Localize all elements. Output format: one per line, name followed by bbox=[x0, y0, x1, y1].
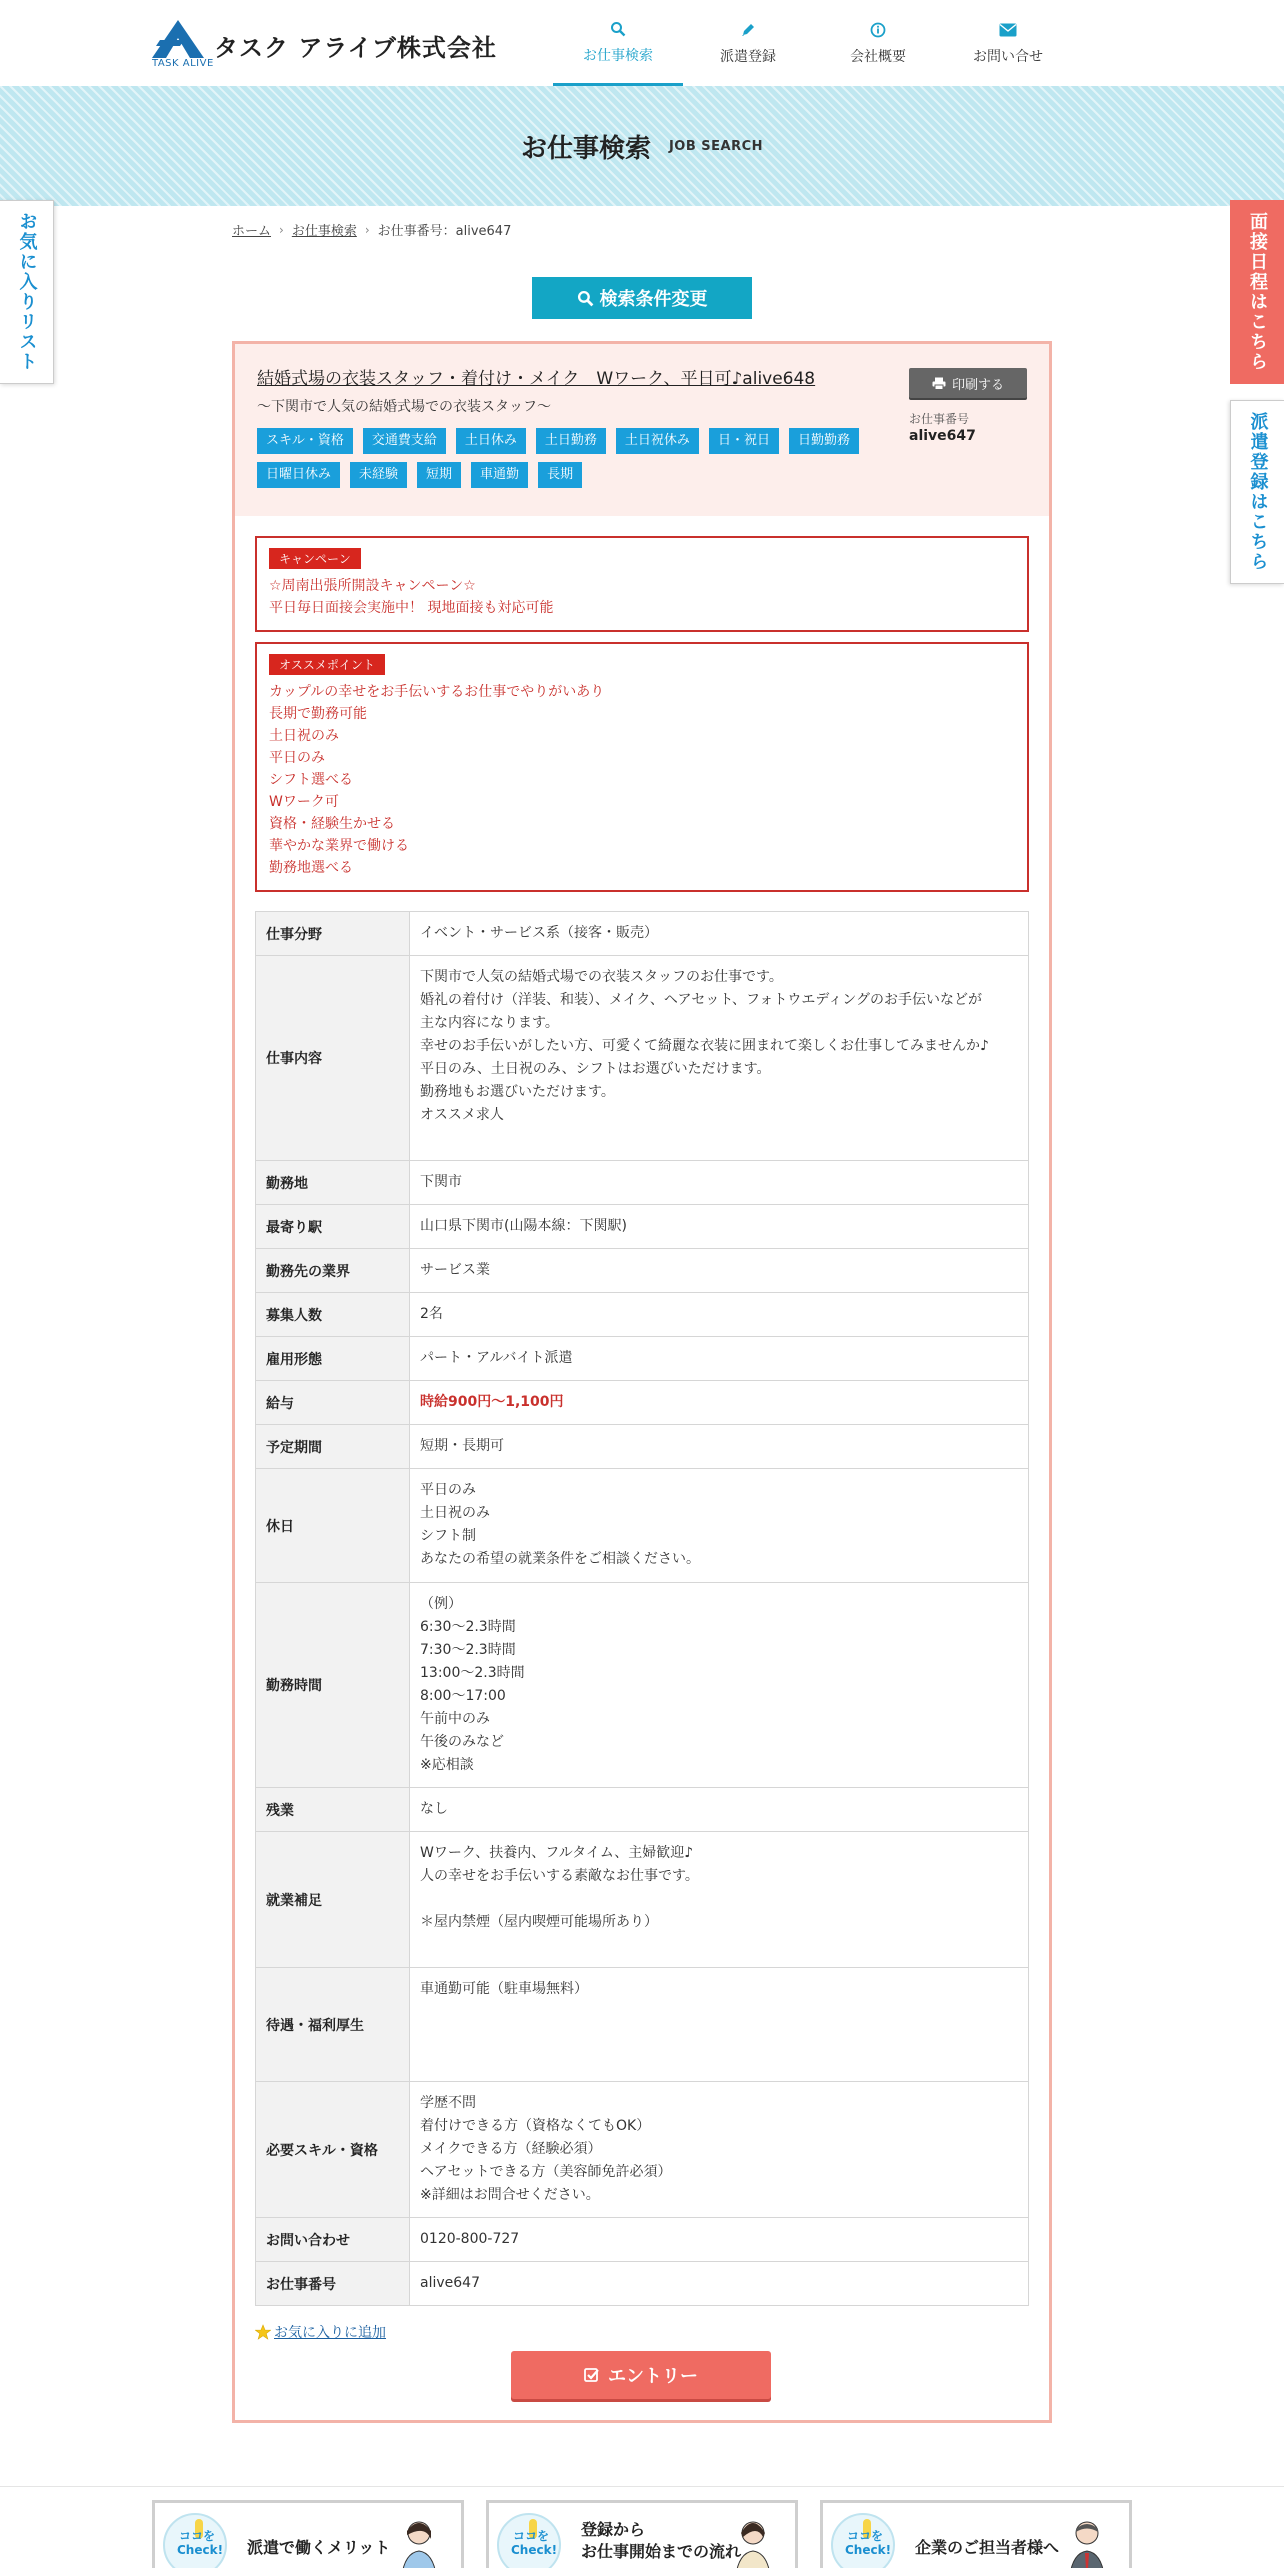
detail-label: 雇用形態 bbox=[256, 1337, 410, 1381]
detail-label: 就業補足 bbox=[256, 1832, 410, 1968]
job-tag: 車通勤 bbox=[471, 462, 528, 488]
detail-row bbox=[256, 1381, 1029, 1425]
detail-value bbox=[410, 2082, 1029, 2218]
check-badge-icon bbox=[831, 2513, 895, 2568]
detail-value bbox=[410, 1161, 1029, 1205]
detail-line bbox=[420, 1934, 1018, 1957]
detail-row bbox=[256, 2262, 1029, 2306]
detail-value bbox=[410, 1469, 1029, 1583]
detail-value bbox=[410, 1249, 1029, 1293]
detail-label: 予定期間 bbox=[256, 1425, 410, 1469]
detail-line: 下関市 bbox=[420, 1174, 462, 1190]
chevron-right-icon: › bbox=[364, 222, 370, 237]
nav-contact[interactable] bbox=[943, 0, 1073, 86]
detail-line: 2名 bbox=[420, 1306, 443, 1322]
recommend-point: 資格・経験生かせる bbox=[269, 816, 395, 832]
detail-line: 下関市で人気の結婚式場での衣装スタッフのお仕事です。 bbox=[420, 969, 783, 985]
detail-value bbox=[410, 2218, 1029, 2262]
job-tag: 日・祝日 bbox=[709, 428, 779, 454]
job-tag: 土日祝休み bbox=[616, 428, 699, 454]
detail-line: 時給900円～1,100円 bbox=[420, 1394, 564, 1410]
detail-label: 募集人数 bbox=[256, 1293, 410, 1337]
detail-row bbox=[256, 956, 1029, 1161]
job-details-table bbox=[255, 911, 1029, 2306]
job-subtitle: ～下関市で人気の結婚式場での衣装スタッフ～ bbox=[257, 399, 551, 415]
detail-line: 着付けできる方（資格なくてもOK） bbox=[420, 2118, 651, 2134]
campaign-line: 平日毎日面接会実施中！ 現地面接も対応可能 bbox=[269, 600, 554, 616]
detail-row bbox=[256, 1293, 1029, 1337]
recommend-point: Wワーク可 bbox=[269, 794, 339, 810]
job-tag: スキル・資格 bbox=[257, 428, 353, 454]
job-tag: 未経験 bbox=[350, 462, 407, 488]
print-button[interactable] bbox=[909, 368, 1027, 398]
detail-line: ヘアセットできる方（美容師免許必須） bbox=[420, 2164, 672, 2180]
entry-label: エントリー bbox=[608, 2366, 698, 2386]
logo[interactable] bbox=[150, 18, 497, 70]
detail-value bbox=[410, 1968, 1029, 2082]
job-tag: 土日勤務 bbox=[536, 428, 606, 454]
detail-line: 平日のみ、土日祝のみ、シフトはお選びいただけます。 bbox=[420, 1061, 771, 1077]
nav-label: 派遣登録 bbox=[720, 49, 776, 65]
chevron-right-icon: › bbox=[279, 222, 284, 237]
recommend-points-label: オススメポイント bbox=[269, 654, 385, 675]
search-icon bbox=[610, 19, 626, 39]
detail-label: 仕事分野 bbox=[256, 912, 410, 956]
detail-value bbox=[410, 1293, 1029, 1337]
detail-line: 午後のみなど bbox=[420, 1734, 504, 1750]
banner-text: 企業のご担当者様へ bbox=[915, 2538, 1060, 2557]
favorites-list-tab[interactable] bbox=[0, 200, 54, 384]
site-header bbox=[0, 0, 1284, 86]
detail-line: Wワーク、扶養内、フルタイム、主婦歓迎♪ bbox=[420, 1845, 694, 1861]
nav-job-search[interactable] bbox=[553, 0, 683, 86]
recommend-point: カップルの幸せをお手伝いするお仕事でやりがいあり bbox=[269, 684, 605, 700]
campaign-line: ☆周南出張所開設キャンペーン☆ bbox=[269, 578, 476, 594]
detail-row bbox=[256, 1205, 1029, 1249]
recommend-points-box bbox=[255, 642, 1029, 892]
check-badge-icon bbox=[497, 2513, 561, 2568]
person-illustration-icon bbox=[389, 2513, 449, 2568]
detail-row bbox=[256, 1968, 1029, 2082]
detail-line: パート・アルバイト派遣 bbox=[420, 1350, 573, 1366]
detail-value bbox=[410, 912, 1029, 956]
detail-line: メイクできる方（経験必須） bbox=[420, 2141, 602, 2157]
detail-value bbox=[410, 2262, 1029, 2306]
change-search-label: 検索条件変更 bbox=[599, 289, 708, 309]
job-card bbox=[232, 341, 1052, 2423]
detail-line: 主な内容になります。 bbox=[420, 1015, 559, 1031]
breadcrumb bbox=[232, 220, 511, 239]
detail-row bbox=[256, 1249, 1029, 1293]
job-number-label: お仕事番号 bbox=[909, 412, 970, 426]
recommend-point: シフト選べる bbox=[269, 772, 353, 788]
job-tag: 日曜日休み bbox=[257, 462, 340, 488]
check-square-icon bbox=[584, 2367, 600, 2383]
detail-line: ※応相談 bbox=[420, 1757, 474, 1773]
logo-sub: TASK ALIVE bbox=[152, 58, 214, 69]
detail-line: （例） bbox=[420, 1596, 462, 1612]
detail-value bbox=[410, 1205, 1029, 1249]
detail-label: 休日 bbox=[256, 1469, 410, 1583]
detail-line: オススメ求人 bbox=[420, 1107, 504, 1123]
recommend-point: 長期で勤務可能 bbox=[269, 706, 367, 722]
job-tag: 交通費支給 bbox=[363, 428, 446, 454]
recommend-point: 華やかな業界で働ける bbox=[269, 838, 409, 854]
detail-row bbox=[256, 2218, 1029, 2262]
change-search-button[interactable] bbox=[532, 277, 752, 319]
print-label: 印刷する bbox=[951, 376, 1004, 392]
campaign-label: キャンペーン bbox=[269, 548, 361, 569]
entry-button[interactable] bbox=[511, 2351, 771, 2399]
detail-line: イベント・サービス系（接客・販売） bbox=[420, 925, 658, 941]
detail-row bbox=[256, 1469, 1029, 1583]
detail-label: 待遇・福利厚生 bbox=[256, 1968, 410, 2082]
check-badge-label: ココを Check! bbox=[511, 2529, 558, 2557]
detail-line bbox=[420, 1888, 1018, 1911]
detail-line: 7:30～2.3時間 bbox=[420, 1642, 516, 1658]
job-tag: 短期 bbox=[417, 462, 461, 488]
detail-label: 必要スキル・資格 bbox=[256, 2082, 410, 2218]
interview-schedule-tab[interactable] bbox=[1230, 200, 1284, 384]
detail-label: 仕事内容 bbox=[256, 956, 410, 1161]
pencil-icon bbox=[740, 20, 756, 40]
detail-line: 0120-800-727 bbox=[420, 2231, 520, 2247]
banner-text: 派遣で働くメリット bbox=[247, 2538, 391, 2557]
banner-text: お仕事開始までの流れ bbox=[581, 2542, 742, 2561]
job-number-value: alive647 bbox=[909, 428, 976, 444]
detail-label: 最寄り駅 bbox=[256, 1205, 410, 1249]
detail-line: 土日祝のみ bbox=[420, 1505, 490, 1521]
detail-line: alive647 bbox=[420, 2275, 480, 2291]
banner-registration-flow[interactable] bbox=[486, 2500, 798, 2568]
detail-label: 勤務地 bbox=[256, 1161, 410, 1205]
recommend-point: 勤務地選べる bbox=[269, 860, 353, 876]
detail-line: 午前中のみ bbox=[420, 1711, 490, 1727]
favorites-list-label: お気に入りリスト bbox=[16, 212, 38, 372]
detail-line: 8:00～17:00 bbox=[420, 1688, 506, 1704]
check-badge-label: ココを Check! bbox=[177, 2529, 224, 2557]
recommend-point: 土日祝のみ bbox=[269, 728, 339, 744]
nav-registration[interactable] bbox=[683, 0, 813, 86]
person-illustration-icon bbox=[723, 2513, 783, 2568]
detail-row bbox=[256, 2082, 1029, 2218]
interview-schedule-label: 面接日程はこちら bbox=[1247, 212, 1268, 372]
detail-value bbox=[410, 956, 1029, 1161]
detail-value bbox=[410, 1832, 1029, 1968]
detail-label: 勤務時間 bbox=[256, 1583, 410, 1788]
detail-line: 6:30～2.3時間 bbox=[420, 1619, 516, 1635]
detail-row bbox=[256, 1425, 1029, 1469]
breadcrumb-current: お仕事番号：alive647 bbox=[377, 224, 512, 239]
nav-company[interactable] bbox=[813, 0, 943, 86]
detail-line: 車通勤可能（駐車場無料） bbox=[420, 1981, 588, 1997]
person-illustration-icon bbox=[1057, 2513, 1117, 2568]
detail-label: 残業 bbox=[256, 1788, 410, 1832]
detail-line: 婚礼の着付け（洋装、和装）、メイク、ヘアセット、フォトウエディングのお手伝いなどが bbox=[420, 992, 982, 1008]
detail-value bbox=[410, 1583, 1029, 1788]
footer-divider bbox=[0, 2486, 1284, 2487]
detail-row bbox=[256, 1832, 1029, 1968]
detail-line: 勤務地もお選びいただけます。 bbox=[420, 1084, 615, 1100]
detail-value bbox=[410, 1381, 1029, 1425]
job-title[interactable]: 結婚式場の衣装スタッフ・着付け・メイク Wワーク、平日可♪alive648 bbox=[257, 369, 816, 389]
detail-line: あなたの希望の就業条件をご相談ください。 bbox=[420, 1551, 700, 1567]
detail-line: なし bbox=[420, 1801, 448, 1817]
detail-row bbox=[256, 912, 1029, 956]
detail-row bbox=[256, 1788, 1029, 1832]
detail-line bbox=[420, 2024, 1018, 2047]
recommend-point: 平日のみ bbox=[269, 750, 325, 766]
info-circle-icon bbox=[870, 20, 886, 40]
nav-label: お仕事検索 bbox=[583, 47, 653, 64]
job-tag: 日勤勤務 bbox=[789, 428, 859, 454]
breadcrumb-job-search[interactable]: お仕事検索 bbox=[291, 224, 357, 239]
detail-line: 人の幸せをお手伝いする素敵なお仕事です。 bbox=[420, 1868, 699, 1884]
detail-row bbox=[256, 1583, 1029, 1788]
registration-tab[interactable] bbox=[1230, 400, 1284, 584]
detail-line: 平日のみ bbox=[420, 1482, 476, 1498]
detail-label: 勤務先の業界 bbox=[256, 1249, 410, 1293]
detail-line: ＊屋内禁煙（屋内喫煙可能場所あり） bbox=[420, 1914, 658, 1930]
detail-label: 給与 bbox=[256, 1381, 410, 1425]
main-nav bbox=[553, 0, 1073, 86]
detail-row bbox=[256, 1337, 1029, 1381]
detail-label: お仕事番号 bbox=[256, 2262, 410, 2306]
page-hero bbox=[0, 86, 1284, 206]
detail-line: 山口県下関市(山陽本線：下関駅) bbox=[420, 1218, 627, 1234]
detail-value bbox=[410, 1425, 1029, 1469]
job-card-header bbox=[235, 344, 1049, 516]
search-icon bbox=[577, 290, 594, 307]
breadcrumb-home[interactable]: ホーム bbox=[232, 224, 272, 239]
check-badge-label: ココを Check! bbox=[845, 2529, 892, 2557]
printer-icon bbox=[932, 377, 946, 390]
registration-label: 派遣登録はこちら bbox=[1247, 412, 1269, 572]
detail-line: 13:00～2.3時間 bbox=[420, 1665, 525, 1681]
banner-text: 登録から bbox=[581, 2520, 646, 2539]
job-tag: 長期 bbox=[538, 462, 582, 488]
detail-value bbox=[410, 1337, 1029, 1381]
detail-line: 学歴不問 bbox=[420, 2095, 476, 2111]
add-favorite-label: お気に入りに追加 bbox=[274, 2325, 386, 2341]
detail-line bbox=[420, 2047, 1018, 2070]
logo-name: タスク アライブ株式会社 bbox=[214, 34, 497, 62]
logo-mark-icon bbox=[150, 18, 214, 70]
detail-label: お問い合わせ bbox=[256, 2218, 410, 2262]
star-icon bbox=[255, 2324, 271, 2340]
detail-line: 幸せのお手伝いがしたい方、可愛くて綺麗な衣装に囲まれて楽しくお仕事してみませんか♪ bbox=[420, 1038, 989, 1054]
detail-line: サービス業 bbox=[420, 1262, 490, 1278]
detail-line bbox=[420, 2001, 1018, 2024]
campaign-box bbox=[255, 536, 1029, 632]
envelope-icon bbox=[999, 20, 1017, 40]
banner-for-companies[interactable] bbox=[820, 2500, 1132, 2568]
detail-line: 短期・長期可 bbox=[420, 1438, 504, 1454]
page-subtitle: JOB SEARCH bbox=[668, 138, 764, 154]
detail-line: シフト制 bbox=[420, 1528, 476, 1544]
page-title: お仕事検索 bbox=[520, 133, 651, 164]
check-badge-icon bbox=[163, 2513, 227, 2568]
detail-value bbox=[410, 1788, 1029, 1832]
nav-label: お問い合せ bbox=[973, 49, 1043, 65]
job-tags bbox=[257, 428, 907, 488]
banner-dispatch-merit[interactable] bbox=[152, 2500, 464, 2568]
detail-row bbox=[256, 1161, 1029, 1205]
detail-line bbox=[420, 1127, 1018, 1150]
detail-line: ※詳細はお問合せください。 bbox=[420, 2187, 600, 2203]
add-favorite-link[interactable] bbox=[255, 2322, 386, 2342]
nav-label: 会社概要 bbox=[850, 49, 906, 65]
job-tag: 土日休み bbox=[456, 428, 526, 454]
